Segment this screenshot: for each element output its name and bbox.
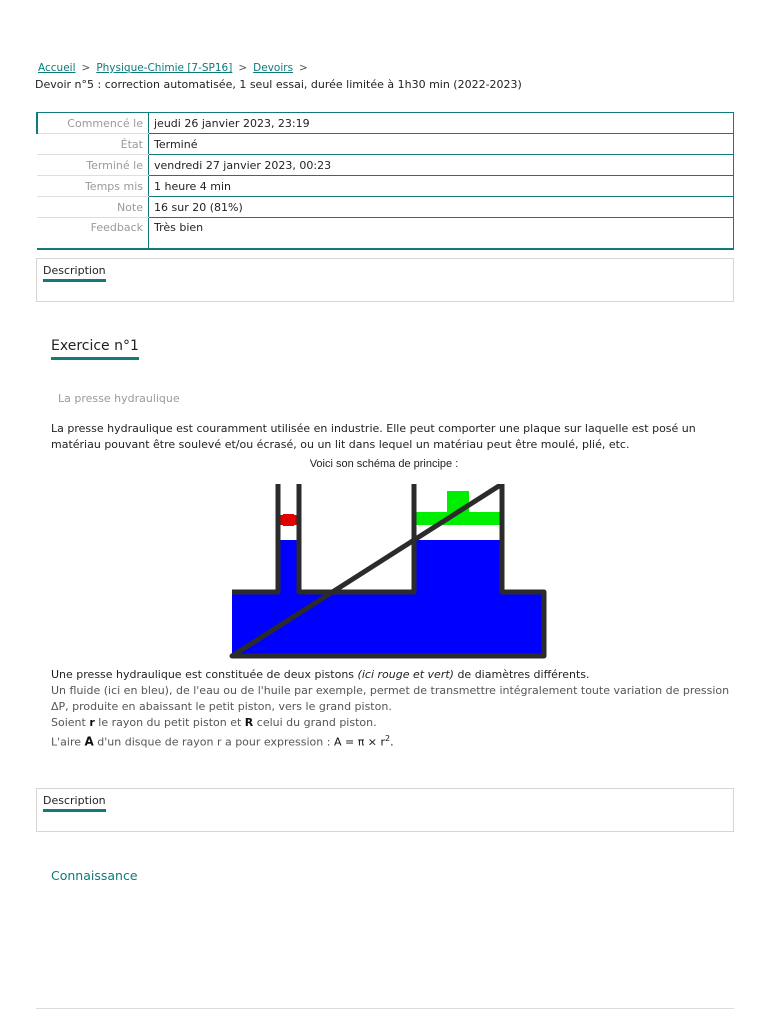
exercise-intro-paragraph: La presse hydraulique est couramment utilisée en industrie. Elle peut comporter une plaque sur laquelle est posé un matériau pouvant être soulevé et/ou écrasé, ou un lit dans lequel un matériau peut être moulé, plié, etc.: [51, 422, 696, 451]
summary-row-grade: [37, 197, 734, 218]
summary-row-state: [37, 134, 734, 155]
exercise-title: Exercice n°1: [51, 338, 139, 360]
text-span: celui du grand piston.: [253, 716, 377, 729]
summary-label: Temps mis: [37, 176, 149, 197]
breadcrumb: [38, 62, 314, 74]
summary-row-finished: [37, 155, 734, 176]
text-span: .: [390, 735, 394, 749]
exercise-explanation: [51, 667, 741, 751]
summary-value: 1 heure 4 min: [149, 176, 734, 197]
text-span: L'aire: [51, 735, 85, 749]
summary-row-started: [37, 113, 734, 134]
description-tab[interactable]: Description: [43, 264, 106, 282]
breadcrumb-separator: >: [238, 62, 248, 74]
summary-label: Note: [37, 197, 149, 218]
text-span: de diamètres différents.: [453, 668, 590, 681]
divider: [36, 1008, 734, 1009]
formula-exponent: 2: [385, 734, 391, 743]
attempt-summary-table: [36, 112, 734, 250]
area-formula: A = π × r: [333, 735, 386, 749]
summary-row-time: [37, 176, 734, 197]
text-span: Soient: [51, 716, 90, 729]
breadcrumb-separator: >: [81, 62, 91, 74]
explanation-line-pistons: [51, 667, 741, 683]
summary-value: 16 sur 20 (81%): [149, 197, 734, 218]
text-span: Une presse hydraulique est constituée de deux pistons: [51, 668, 358, 681]
breadcrumb-link-course[interactable]: Physique-Chimie [7-SP16]: [96, 62, 233, 74]
section-connaissance-title: Connaissance: [51, 868, 138, 883]
breadcrumb-link-accueil[interactable]: Accueil: [38, 62, 76, 74]
summary-row-feedback: [37, 218, 734, 250]
explanation-line-area: [51, 731, 741, 751]
summary-value: vendredi 27 janvier 2023, 00:23: [149, 155, 734, 176]
summary-label: Terminé le: [37, 155, 149, 176]
schema-title: Voici son schéma de principe :: [309, 458, 459, 470]
explanation-line-radii: [51, 715, 741, 731]
summary-label: État: [37, 134, 149, 155]
summary-value: Très bien: [149, 218, 734, 250]
exercise-subtitle: La presse hydraulique: [58, 392, 180, 405]
summary-label: Feedback: [37, 218, 149, 250]
description-tab[interactable]: Description: [43, 794, 106, 812]
description-panel: [36, 258, 734, 302]
text-span: d'un disque de rayon r a pour expression :: [93, 735, 334, 749]
symbol-R: R: [244, 716, 254, 729]
summary-label: Commencé le: [37, 113, 149, 134]
text-emphasis: (ici rouge et vert): [357, 668, 454, 681]
summary-value: Terminé: [149, 134, 734, 155]
quiz-title: Devoir n°5 : correction automatisée, 1 seul essai, durée limitée à 1h30 min (2022-2023): [35, 78, 522, 91]
breadcrumb-separator: >: [299, 62, 308, 74]
summary-value: jeudi 26 janvier 2023, 23:19: [149, 113, 734, 134]
description-panel-2: [36, 788, 734, 832]
symbol-r: r: [89, 716, 95, 729]
symbol-A: A: [84, 734, 94, 749]
text-span: le rayon du petit piston et: [94, 716, 245, 729]
explanation-line-fluid: Un fluide (ici en bleu), de l'eau ou de l'huile par exemple, permet de transmettre intégralement toute variation de pression ΔP, produite en abaissant le petit piston, vers le grand piston.: [51, 684, 730, 713]
hydraulic-press-diagram: [228, 484, 548, 660]
small-piston-plate: [278, 515, 299, 525]
breadcrumb-link-devoirs[interactable]: Devoirs: [253, 62, 294, 74]
